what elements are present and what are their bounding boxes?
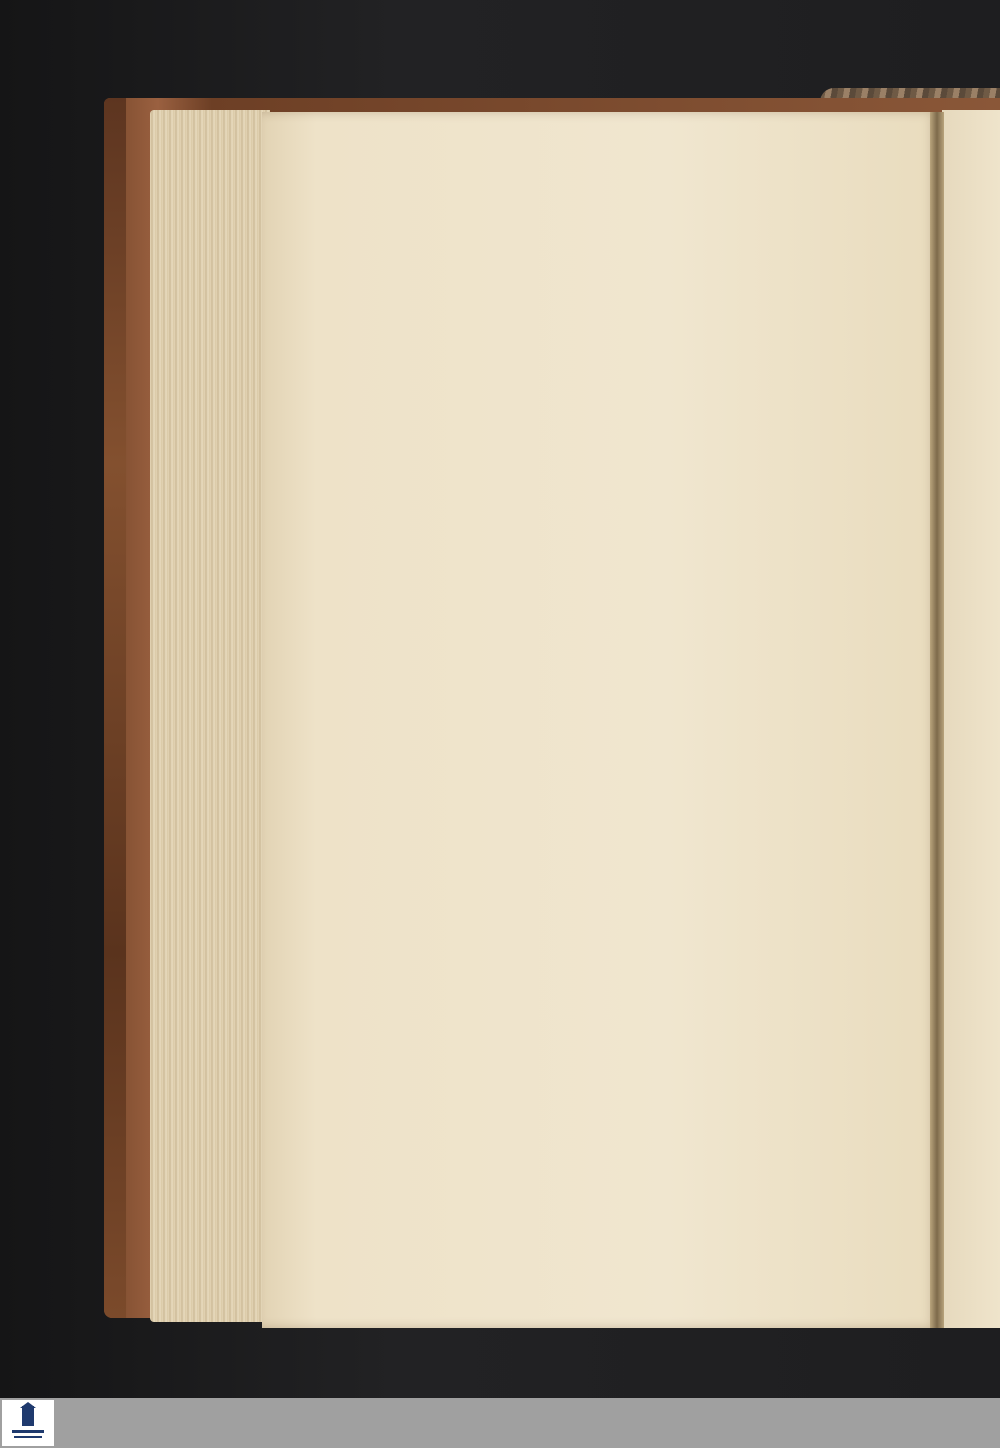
- book-spine: [104, 98, 126, 1318]
- ornamental-headpiece: [352, 175, 914, 295]
- chapter-number: [0, 310, 1000, 345]
- page-edges: [150, 110, 270, 1322]
- right-page: [942, 110, 1000, 1328]
- institution-logo-icon: [2, 1400, 54, 1446]
- book-gutter: [930, 112, 944, 1328]
- footer-bar: [0, 1398, 1000, 1448]
